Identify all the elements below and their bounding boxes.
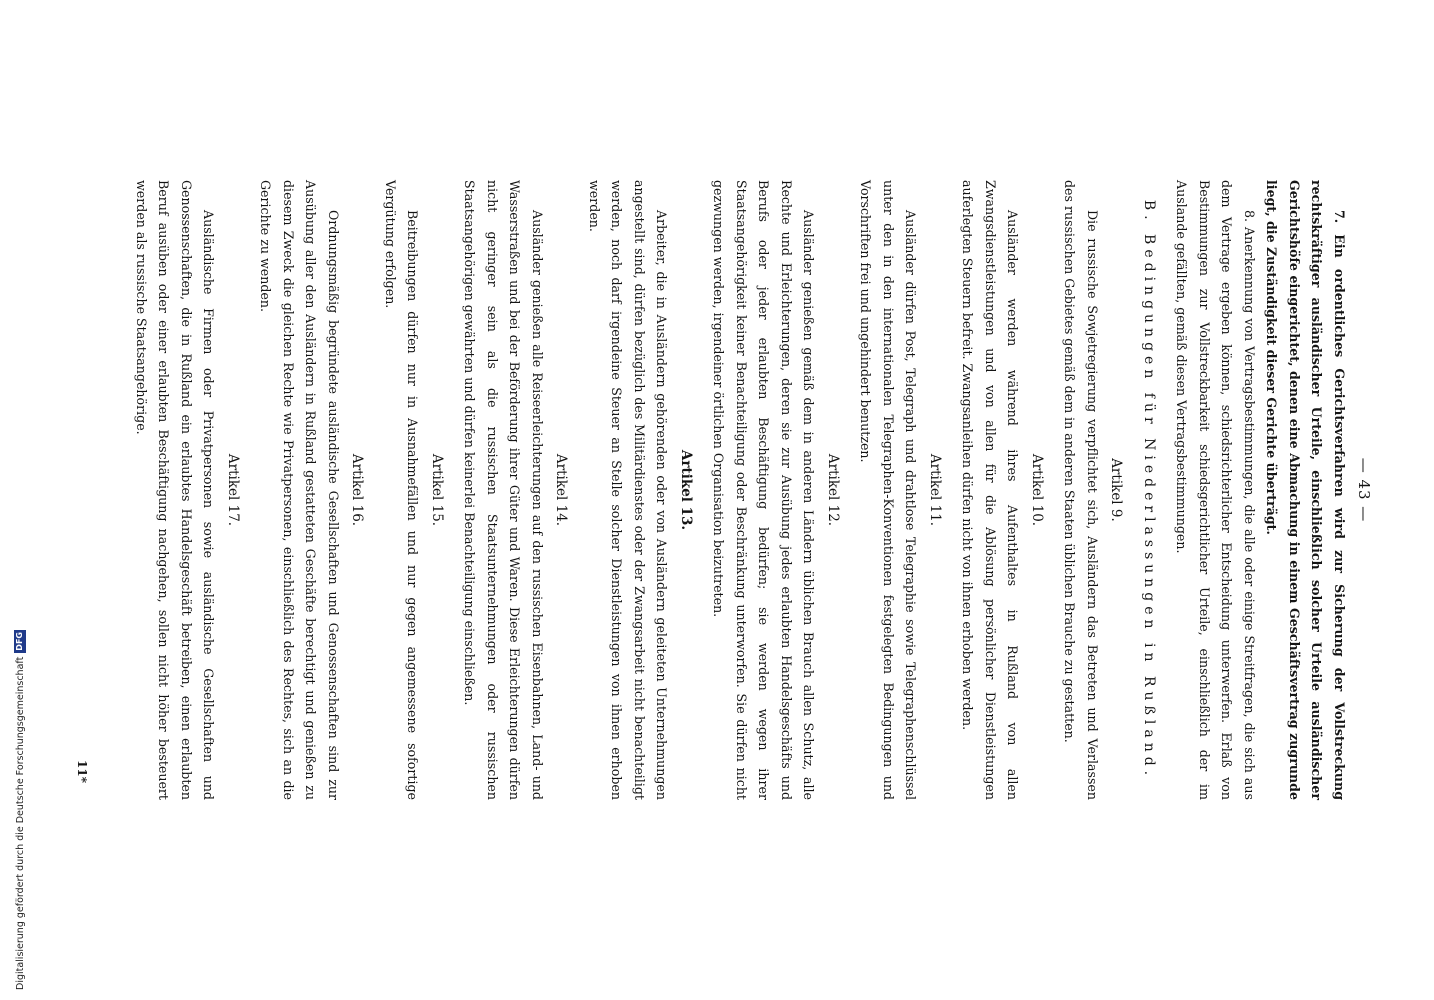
paragraph-8: 8. Anerkennung von Vertragsbestimmungen, die alle oder einige Streitfragen, die sich aus dem Vertrage ergeben können, schiedsrichterlicher Entscheidung unterwerfen. Erlaß von Bestimmungen zur Vollstreckbarkeit schiedsgerichtlicher Urteile, einschließlich der im Auslande gefällten, gemäß diesen Vertragsbestimmungen. [1174, 180, 1257, 800]
dfg-logo-icon: DFG [15, 632, 24, 651]
dfg-credit [14, 630, 26, 990]
article-text: Die russische Sowjetregierung verpflichtet sich, Ausländern das Betreten und Verlassen des russischen Gebietes gemäß dem in anderen Staaten üblichen Brauche zu gestatten. [1062, 180, 1100, 800]
article-heading: Artikel 17. [225, 453, 241, 527]
article-heading: Artikel 10. [1029, 453, 1045, 527]
article-text: Ausländer genießen alle Reiseerleichterungen auf den russischen Eisenbahnen, Land- und Wasserstraßen und bei der Beförderung ihrer Güter und Waren. Diese Erleichterungen dürfen nicht geringer sein als die russischen Staatsunternehmungen oder russischen Staatsangehörigen gewährten und dürfen keinerlei Benachteiligung einschließen. [462, 180, 545, 800]
article-text: Ordnungsmäßig begründete ausländische Gesellschaften und Genossenschaften sind zur Ausübung aller den Ausländern in Rußland gestatteten Geschäfte berechtigt und genießen zu diesem Zweck die gleichen Rechte wie Privatpersonen, einschließlich des Rechtes, sich an die Gerichte zu wenden. [258, 180, 341, 800]
article-heading: Artikel 9. [1108, 458, 1125, 522]
article-text: Ausländer dürfen Post, Telegraph und drahtlose Telegraphie sowie Telegraphenschlüssel unter den in den internationalen Telegraphen-Konventionen festgelegten Bedingungen und Vorschriften frei und ungehindert benutzen. [858, 180, 919, 800]
credit-text: Digitalisierung gefördert durch die Deutsche Forschungsgemeinschaft [14, 656, 26, 990]
article-text: Ausländer genießen gemäß dem in anderen Ländern üblichen Brauch allen Schutz, alle Rechte und Erleichterungen, deren sie zur Ausübung jedes erlaubten Handelsgeschäfts und Berufs oder jeder erlaubten Beschäftigung bedürfen; sie werden wegen ihrer Staatsangehörigkeit keiner Benachteiligung oder Beschränkung unterworfen. Sie dürfen nicht gezwungen werden, irgendeiner örtlichen Organisation beizutreten. [711, 180, 817, 800]
signature-mark: 11* [75, 760, 89, 783]
page-number: — 43 — [1355, 457, 1373, 523]
article-heading: Artikel 14. [553, 453, 570, 527]
article-heading: Artikel 12. [825, 453, 841, 527]
scanned-page [60, 180, 1373, 800]
document-page [60, 180, 1373, 800]
article-heading: Artikel 13. [678, 449, 694, 531]
section-heading: B. Bedingungen für Niederlassungen in Rußland. [1141, 199, 1157, 781]
article-heading: Artikel 16. [349, 453, 366, 527]
paragraph-7: 7. Ein ordentliches Gerichtsverfahren wird zur Sicherung der Vollstreckung rechtskräftiger ausländischer Urteile, einschließlich solcher Urteile ausländischer Gerichtshöfe eingerichtet, denen eine Abmachung in einem Geschäftsvertrag zugrunde liegt, die Zuständigkeit dieser Gerichte überträgt. [1264, 180, 1347, 800]
article-text: Ausländische Firmen oder Privatpersonen sowie ausländische Gesellschaften und Genossenschaften, die in Rußland ein erlaubtes Handelsgeschäft betreiben, einen erlaubten Beruf ausüben oder einer erlaubten Beschäftigung nachgehen, sollen nicht höher besteuert werden als russische Staatsangehörige. [134, 180, 217, 800]
article-text: Ausländer werden während ihres Aufenthaltes in Rußland von allen Zwangsdienstleistungen und von allen für die Ablösung persönlicher Dienstleistungen auferlegten Steuern befreit. Zwangsanleihen dürfen nicht von ihnen erhoben werden. [960, 180, 1021, 800]
article-text: Beitreibungen dürfen nur in Ausnahmefällen und nur gegen angemessene sofortige Vergütung erfolgen. [383, 180, 421, 800]
article-heading: Artikel 15. [429, 453, 445, 527]
article-heading: Artikel 11. [927, 453, 943, 527]
article-text: Arbeiter, die in Ausländern gehörenden oder von Ausländern geleiteten Unternehmungen angestellt sind, dürfen bezüglich des Militärdienstes oder der Zwangsarbeit nicht benachteiligt werden, noch darf irgendeine Steuer an Stelle solcher Dienstleistungen von ihnen erhoben werden. [587, 180, 670, 800]
